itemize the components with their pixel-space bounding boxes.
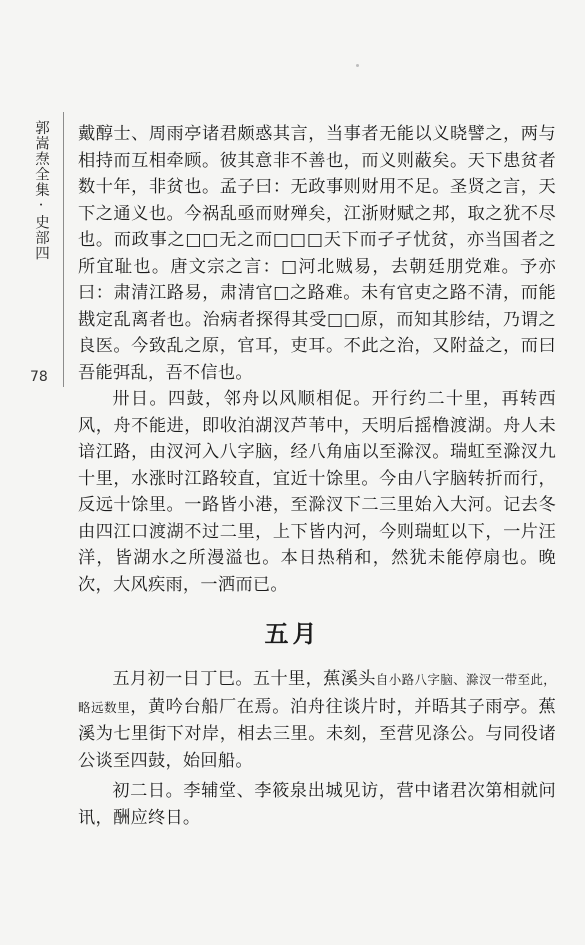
entry-may-1-text-a: 五月初一日丁巳。五十里，蕉溪头 xyxy=(112,669,376,689)
may-entries xyxy=(78,666,556,831)
entry-may-2: 初二日。李辅堂、李筱泉出城见访，营中诸君次第相就问讯，酬应终日。 xyxy=(78,781,556,828)
page-number: 78 xyxy=(30,369,48,385)
paragraph-entry-30th: 卅日。四鼓，邻舟以风顺相促。开行约二十里，再转西风，舟不能进，即收泊湖汊芦苇中，天明后摇橹渡湖。舟人未谙江路，由汊河入八字脑，经八角庙以至滁汊。瑞虹至滁汊九十里，水涨时江路较直，宜近十馀里。今由八字脑转折而行，反远十馀里。一路皆小港，至滁汊下二三里始入大河。记去冬由四江口渡湖不过二里，上下皆内河，今则瑞虹以下，一片汪洋，皆湖水之所漫溢也。本日热稍和，然犹未能停扇也。晚次，大风疾雨，一洒而已。 xyxy=(78,389,556,595)
section-heading: 五月 xyxy=(264,620,321,648)
main-text xyxy=(78,121,556,598)
entry-may-1 xyxy=(78,666,556,774)
entry-may-1-note: 自小路八字脑、滁汊一带至此，略远数里 xyxy=(78,672,556,715)
paragraph-continued: 戴醇士、周雨亭诸君颇惑其言，当事者无能以义晓譬之，两与相持而互相牵顾。彼其意非不善也，而义则蔽矣。天下患贫者数十年，非贫也。孟子曰：无政事则财用不足。圣贤之言，天下之通义也。今祸乱亟而财殚矣，江浙财赋之邦，取之犹不尽也。而政事之□□无之而□□□天下而孑孑忧贫，亦当国者之所宜耻也。唐文宗之言：□河北贼易，去朝廷朋党难。予亦曰：肃清江路易，肃清官□之路难。未有官吏之路不清，而能戡定乱离者也。治病者探得其受□□原，而知其胗结，乃谓之良医。今致乱之原，官耳，吏耳。不此之治，又附益之，而曰吾能弭乱，吾不信也。 xyxy=(78,124,556,383)
entry-may-1-text-b: ，黄吟台船厂在焉。泊舟往谈片时，并晤其子雨亭。蕉溪为七里街下对岸，相去三里。未刻，至营见涤公。与同役诸公谈至四鼓，始回船。 xyxy=(78,696,557,771)
running-title: 郭嵩焘全集·史部四 xyxy=(33,120,49,261)
paper-speck xyxy=(356,64,359,67)
margin-rule xyxy=(63,112,64,387)
